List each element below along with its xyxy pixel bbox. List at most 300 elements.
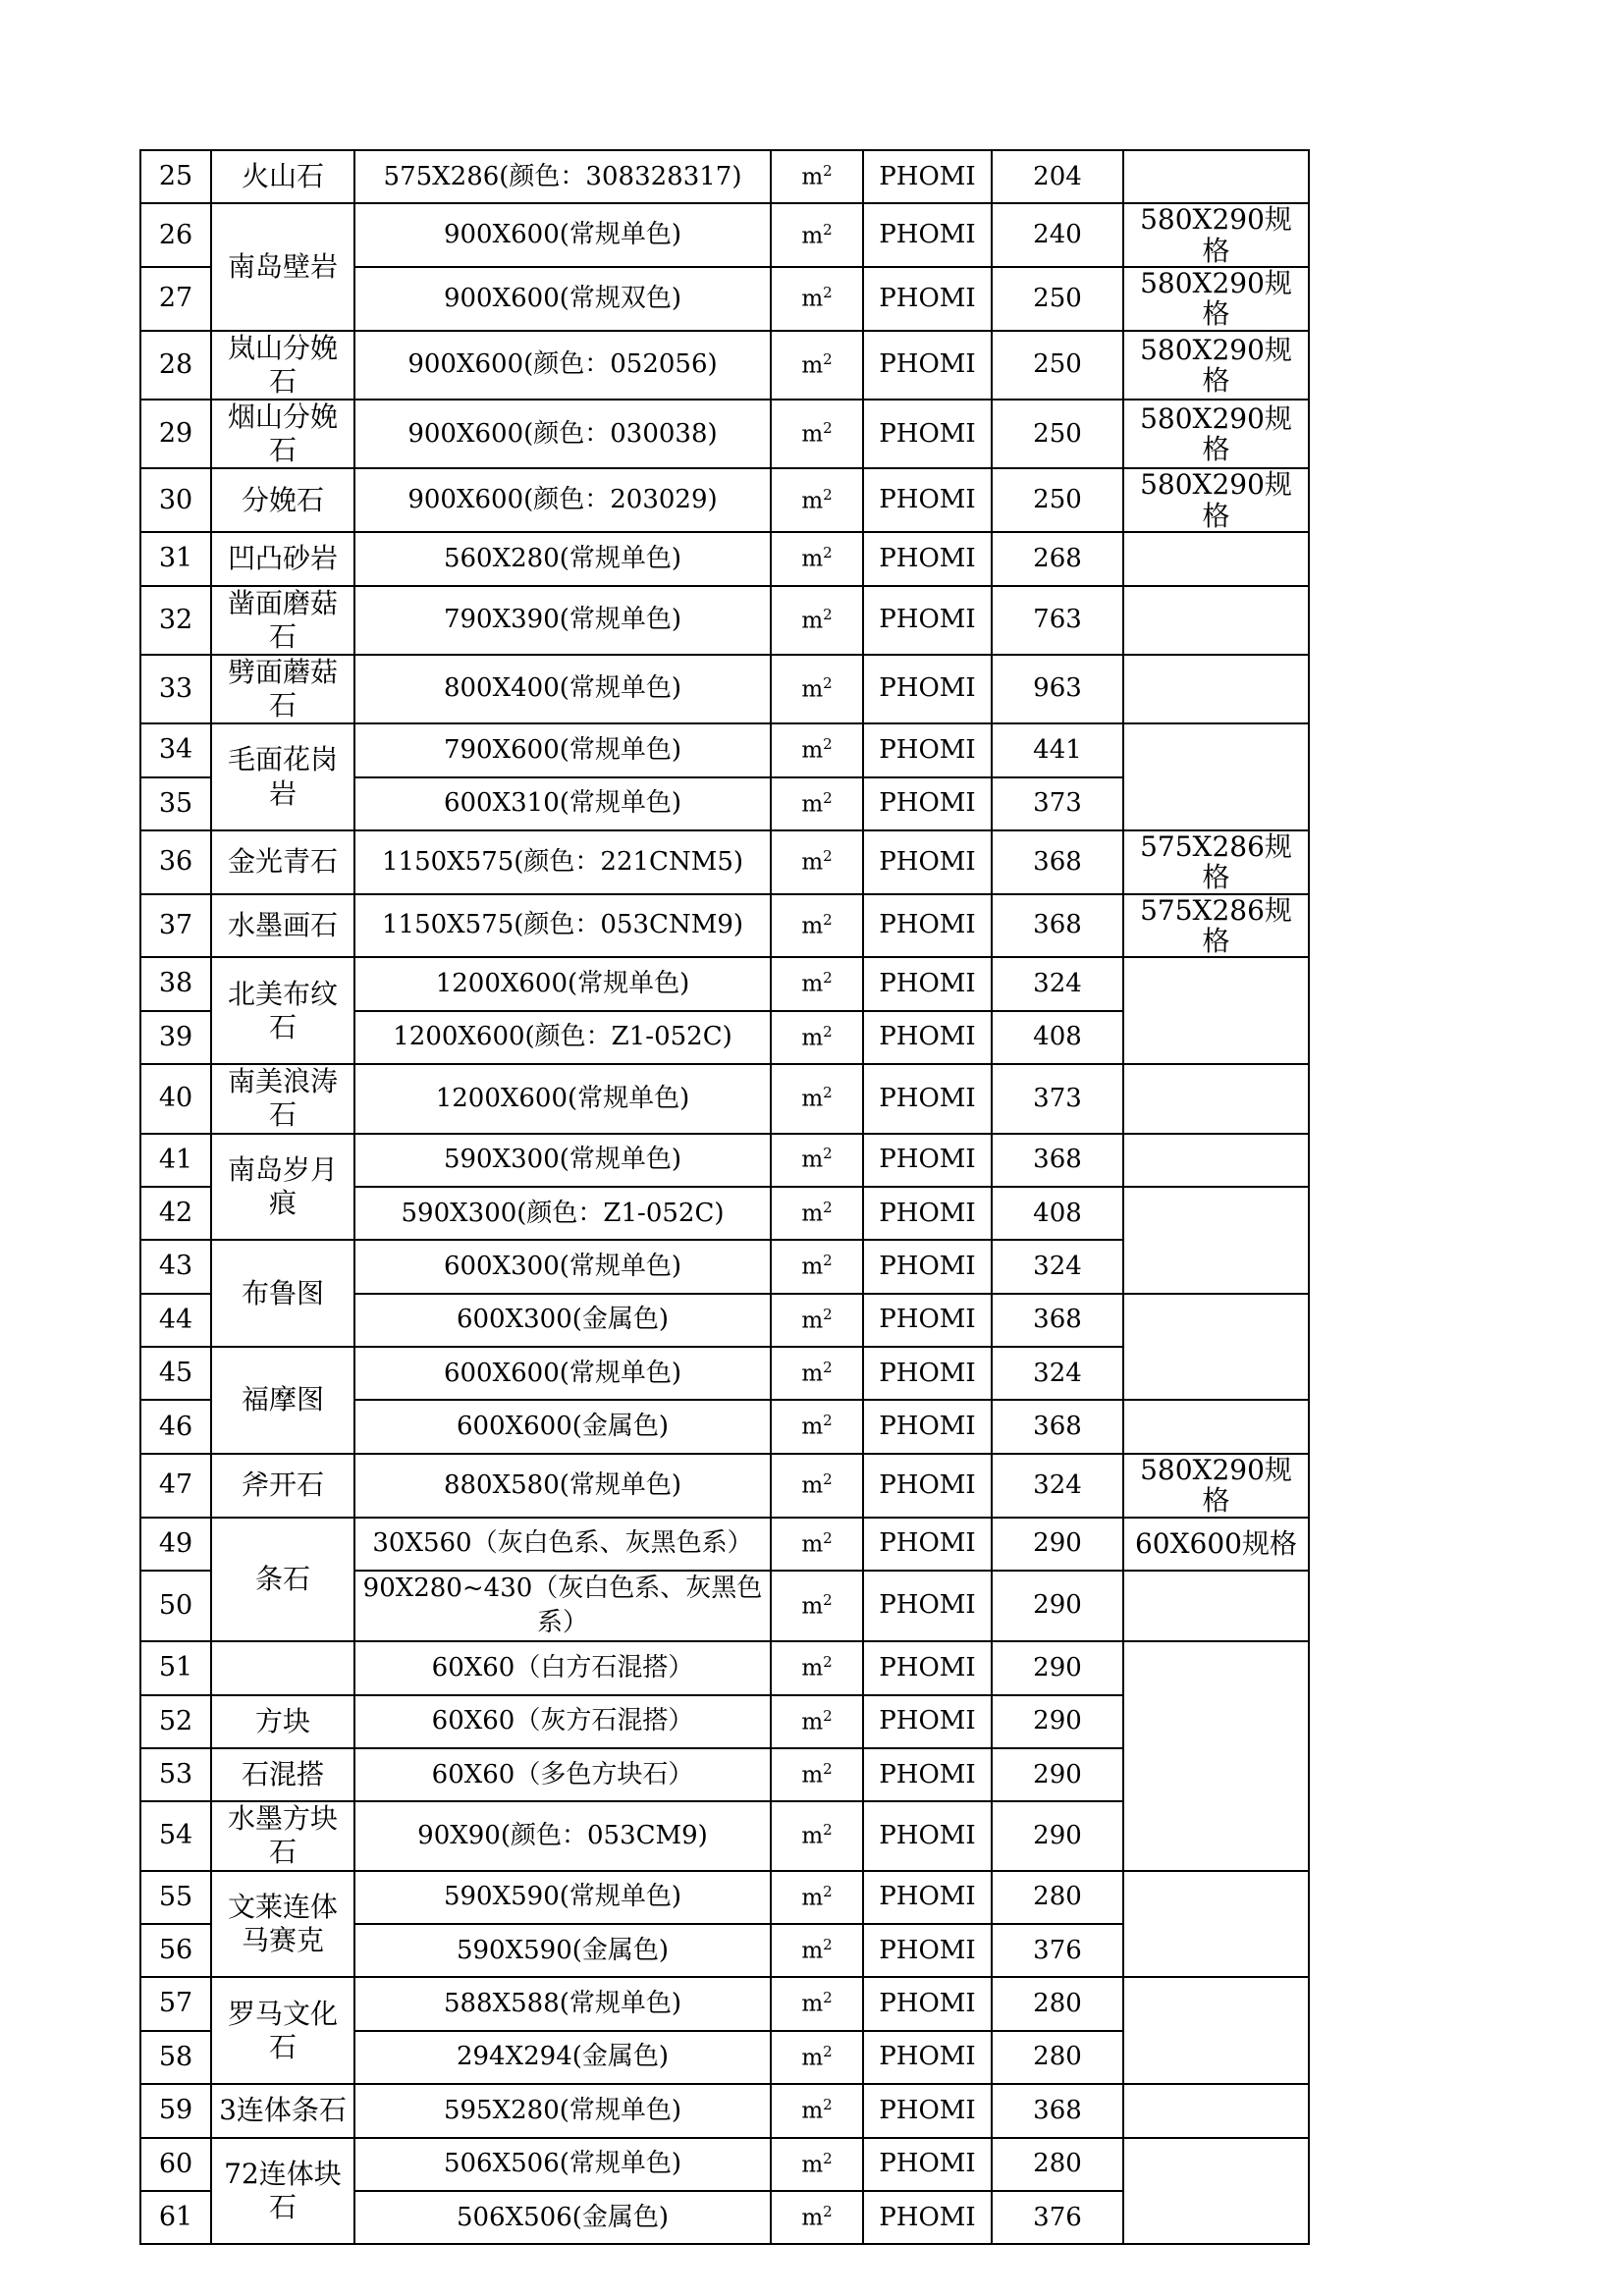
unit xyxy=(771,1064,863,1133)
product-spec: 900X600(常规单色) xyxy=(354,203,771,267)
table-row xyxy=(140,331,1309,400)
note: 580X290规格 xyxy=(1123,1454,1309,1518)
brand: PHOMI xyxy=(863,203,992,267)
row-number: 31 xyxy=(140,532,211,585)
product-name: 方块 xyxy=(211,1695,354,1748)
note: 580X290规格 xyxy=(1123,331,1309,400)
unit-exponent: 2 xyxy=(823,544,833,562)
note xyxy=(1123,150,1309,203)
unit-base: m xyxy=(801,1655,824,1682)
price: 408 xyxy=(992,1011,1123,1064)
note xyxy=(1123,1641,1309,1870)
note xyxy=(1123,532,1309,585)
product-name: 凹凸砂岩 xyxy=(211,532,354,585)
row-number: 43 xyxy=(140,1240,211,1293)
product-spec-text: 90X280~430（灰白色系、灰黑色系） xyxy=(362,1573,763,1638)
unit xyxy=(771,1347,863,1400)
price: 324 xyxy=(992,957,1123,1010)
unit-base: m xyxy=(801,737,824,764)
brand: PHOMI xyxy=(863,1871,992,1924)
table-row xyxy=(140,532,1309,585)
table-row xyxy=(140,1454,1309,1518)
note xyxy=(1123,655,1309,723)
price: 204 xyxy=(992,150,1123,203)
unit-base: m xyxy=(801,1992,824,2018)
unit-base: m xyxy=(801,2045,824,2071)
brand: PHOMI xyxy=(863,331,992,400)
product-spec: 60X60（多色方块石） xyxy=(354,1748,771,1801)
table-row xyxy=(140,957,1309,1010)
unit-base: m xyxy=(801,1361,824,1387)
product-name: 南美浪涛石 xyxy=(211,1064,354,1133)
product-spec: 900X600(颜色：203029) xyxy=(354,468,771,532)
unit-exponent: 2 xyxy=(823,284,833,302)
table-row xyxy=(140,150,1309,203)
unit xyxy=(771,777,863,830)
product-spec: 595X280(常规单色) xyxy=(354,2084,771,2137)
brand: PHOMI xyxy=(863,1400,992,1453)
unit-exponent: 2 xyxy=(823,1821,833,1840)
unit-base: m xyxy=(801,1709,824,1735)
table-row xyxy=(140,1134,1309,1187)
price: 376 xyxy=(992,1924,1123,1977)
unit-exponent: 2 xyxy=(823,847,833,866)
note xyxy=(1123,957,1309,1064)
product-spec: 590X590(常规单色) xyxy=(354,1871,771,1924)
product-name: 毛面花岗岩 xyxy=(211,723,354,830)
unit xyxy=(771,1871,863,1924)
table-row xyxy=(140,830,1309,894)
price: 368 xyxy=(992,1294,1123,1347)
row-number: 37 xyxy=(140,894,211,958)
unit-base: m xyxy=(801,1308,824,1334)
table-row xyxy=(140,2138,1309,2191)
product-name: 布鲁图 xyxy=(211,1240,354,1347)
price: 250 xyxy=(992,267,1123,331)
row-number: 28 xyxy=(140,331,211,400)
product-spec xyxy=(354,1571,771,1641)
product-spec: 90X90(颜色：053CM9) xyxy=(354,1801,771,1870)
unit xyxy=(771,2031,863,2084)
product-spec: 590X300(常规单色) xyxy=(354,1134,771,1187)
brand: PHOMI xyxy=(863,1801,992,1870)
unit xyxy=(771,1571,863,1641)
product-spec: 600X300(金属色) xyxy=(354,1294,771,1347)
table-row xyxy=(140,586,1309,655)
row-number: 26 xyxy=(140,203,211,267)
row-number: 57 xyxy=(140,1977,211,2030)
unit-exponent: 2 xyxy=(823,1412,833,1430)
price: 280 xyxy=(992,2138,1123,2191)
product-spec: 294X294(金属色) xyxy=(354,2031,771,2084)
product-name: 南岛壁岩 xyxy=(211,203,354,330)
price: 368 xyxy=(992,830,1123,894)
product-name: 水墨方块石 xyxy=(211,1801,354,1870)
unit-base: m xyxy=(801,1148,824,1174)
price: 324 xyxy=(992,1347,1123,1400)
table-row xyxy=(140,894,1309,958)
product-spec: 1200X600(颜色：Z1-052C) xyxy=(354,1011,771,1064)
row-number: 25 xyxy=(140,150,211,203)
unit-exponent: 2 xyxy=(823,1590,833,1609)
note: 60X600规格 xyxy=(1123,1518,1309,1571)
unit xyxy=(771,331,863,400)
unit-exponent: 2 xyxy=(823,1084,833,1102)
unit-exponent: 2 xyxy=(823,220,833,239)
price: 290 xyxy=(992,1695,1123,1748)
unit xyxy=(771,1187,863,1240)
unit-base: m xyxy=(801,546,824,572)
row-number: 51 xyxy=(140,1641,211,1694)
brand: PHOMI xyxy=(863,267,992,331)
row-number: 52 xyxy=(140,1695,211,1748)
product-name: 石混搭 xyxy=(211,1748,354,1801)
brand: PHOMI xyxy=(863,1187,992,1240)
unit-base: m xyxy=(801,1415,824,1441)
price: 250 xyxy=(992,468,1123,532)
unit-exponent: 2 xyxy=(823,1359,833,1377)
row-number: 36 xyxy=(140,830,211,894)
unit-base: m xyxy=(801,1086,824,1112)
unit-base: m xyxy=(801,1254,824,1280)
note xyxy=(1123,1400,1309,1453)
brand: PHOMI xyxy=(863,1240,992,1293)
product-spec: 600X600(常规单色) xyxy=(354,1347,771,1400)
unit xyxy=(771,1454,863,1518)
price: 290 xyxy=(992,1801,1123,1870)
unit xyxy=(771,1641,863,1694)
brand: PHOMI xyxy=(863,1064,992,1133)
unit-exponent: 2 xyxy=(823,2149,833,2167)
product-spec: 1200X600(常规单色) xyxy=(354,1064,771,1133)
brand: PHOMI xyxy=(863,2031,992,2084)
note: 575X286规格 xyxy=(1123,830,1309,894)
note xyxy=(1123,1187,1309,1294)
brand: PHOMI xyxy=(863,894,992,958)
brand: PHOMI xyxy=(863,2084,992,2137)
unit xyxy=(771,150,863,203)
unit-base: m xyxy=(801,286,824,312)
unit-exponent: 2 xyxy=(823,605,833,623)
brand: PHOMI xyxy=(863,830,992,894)
product-spec: 560X280(常规单色) xyxy=(354,532,771,585)
unit-base: m xyxy=(801,1472,824,1499)
row-number: 32 xyxy=(140,586,211,655)
unit-base: m xyxy=(801,1823,824,1849)
product-spec: 600X600(金属色) xyxy=(354,1400,771,1453)
brand: PHOMI xyxy=(863,532,992,585)
unit-exponent: 2 xyxy=(823,2202,833,2220)
product-spec: 800X400(常规单色) xyxy=(354,655,771,723)
price: 324 xyxy=(992,1454,1123,1518)
note xyxy=(1123,1134,1309,1187)
product-name: 南岛岁月痕 xyxy=(211,1134,354,1241)
unit xyxy=(771,586,863,655)
brand: PHOMI xyxy=(863,1641,992,1694)
product-name: 水墨画石 xyxy=(211,894,354,958)
price: 368 xyxy=(992,894,1123,958)
unit-exponent: 2 xyxy=(823,161,833,180)
note xyxy=(1123,2084,1309,2137)
unit-exponent: 2 xyxy=(823,788,833,807)
unit-base: m xyxy=(801,972,824,998)
price: 240 xyxy=(992,203,1123,267)
brand: PHOMI xyxy=(863,2191,992,2244)
unit-exponent: 2 xyxy=(823,969,833,988)
price-table xyxy=(139,149,1310,2245)
unit-base: m xyxy=(801,1025,824,1051)
brand: PHOMI xyxy=(863,957,992,1010)
row-number: 60 xyxy=(140,2138,211,2191)
product-spec: 600X310(常规单色) xyxy=(354,777,771,830)
unit xyxy=(771,2138,863,2191)
unit xyxy=(771,1294,863,1347)
note: 580X290规格 xyxy=(1123,400,1309,468)
product-name: 福摩图 xyxy=(211,1347,354,1454)
unit xyxy=(771,957,863,1010)
price: 373 xyxy=(992,777,1123,830)
note: 580X290规格 xyxy=(1123,267,1309,331)
brand: PHOMI xyxy=(863,1695,992,1748)
product-spec: 60X60（灰方石混搭） xyxy=(354,1695,771,1748)
unit-exponent: 2 xyxy=(823,2042,833,2060)
unit-exponent: 2 xyxy=(823,1305,833,1323)
row-number: 41 xyxy=(140,1134,211,1187)
product-name: 北美布纹石 xyxy=(211,957,354,1064)
row-number: 45 xyxy=(140,1347,211,1400)
product-name: 火山石 xyxy=(211,150,354,203)
price: 441 xyxy=(992,723,1123,776)
unit xyxy=(771,1134,863,1187)
brand: PHOMI xyxy=(863,1571,992,1641)
unit xyxy=(771,1518,863,1571)
product-name xyxy=(211,1641,354,1694)
product-spec: 506X506(常规单色) xyxy=(354,2138,771,2191)
price: 324 xyxy=(992,1240,1123,1293)
unit-base: m xyxy=(801,1885,824,1911)
brand: PHOMI xyxy=(863,1454,992,1518)
note xyxy=(1123,2138,1309,2245)
product-name: 劈面蘑菇石 xyxy=(211,655,354,723)
unit xyxy=(771,1801,863,1870)
unit-base: m xyxy=(801,849,824,876)
table-row xyxy=(140,2084,1309,2137)
table-row xyxy=(140,468,1309,532)
brand: PHOMI xyxy=(863,2138,992,2191)
unit xyxy=(771,1695,863,1748)
price: 280 xyxy=(992,1871,1123,1924)
product-name: 烟山分娩石 xyxy=(211,400,354,468)
unit-exponent: 2 xyxy=(823,2096,833,2114)
row-number: 30 xyxy=(140,468,211,532)
note xyxy=(1123,586,1309,655)
note xyxy=(1123,1294,1309,1401)
product-spec: 60X60（白方石混搭） xyxy=(354,1641,771,1694)
row-number: 40 xyxy=(140,1064,211,1133)
row-number: 47 xyxy=(140,1454,211,1518)
brand: PHOMI xyxy=(863,468,992,532)
row-number: 34 xyxy=(140,723,211,776)
note: 580X290规格 xyxy=(1123,468,1309,532)
brand: PHOMI xyxy=(863,1347,992,1400)
row-number: 58 xyxy=(140,2031,211,2084)
price: 368 xyxy=(992,1134,1123,1187)
unit-exponent: 2 xyxy=(823,1252,833,1270)
note: 575X286规格 xyxy=(1123,894,1309,958)
unit xyxy=(771,1924,863,1977)
product-spec: 588X588(常规单色) xyxy=(354,1977,771,2030)
unit xyxy=(771,830,863,894)
product-spec: 1150X575(颜色：053CNM9) xyxy=(354,894,771,958)
product-name: 金光青石 xyxy=(211,830,354,894)
price: 368 xyxy=(992,2084,1123,2137)
note xyxy=(1123,1064,1309,1133)
price: 373 xyxy=(992,1064,1123,1133)
brand: PHOMI xyxy=(863,1924,992,1977)
price: 376 xyxy=(992,2191,1123,2244)
unit-base: m xyxy=(801,164,824,190)
row-number: 56 xyxy=(140,1924,211,1977)
row-number: 53 xyxy=(140,1748,211,1801)
price: 290 xyxy=(992,1641,1123,1694)
unit xyxy=(771,267,863,331)
product-spec: 506X506(金属色) xyxy=(354,2191,771,2244)
product-name: 斧开石 xyxy=(211,1454,354,1518)
table-row xyxy=(140,1518,1309,1571)
product-spec: 30X560（灰白色系、灰黑色系） xyxy=(354,1518,771,1571)
row-number: 49 xyxy=(140,1518,211,1571)
price: 763 xyxy=(992,586,1123,655)
price: 963 xyxy=(992,655,1123,723)
table-row xyxy=(140,1641,1309,1694)
unit-exponent: 2 xyxy=(823,735,833,754)
unit-exponent: 2 xyxy=(823,349,833,368)
row-number: 38 xyxy=(140,957,211,1010)
unit-base: m xyxy=(801,352,824,379)
unit-exponent: 2 xyxy=(823,910,833,929)
product-spec: 790X600(常规单色) xyxy=(354,723,771,776)
unit-base: m xyxy=(801,791,824,818)
unit-exponent: 2 xyxy=(823,673,833,692)
table-row xyxy=(140,655,1309,723)
unit-exponent: 2 xyxy=(823,485,833,504)
unit-base: m xyxy=(801,1938,824,1964)
brand: PHOMI xyxy=(863,655,992,723)
brand: PHOMI xyxy=(863,723,992,776)
product-name: 72连体块石 xyxy=(211,2138,354,2245)
price: 250 xyxy=(992,400,1123,468)
note xyxy=(1123,1977,1309,2084)
unit-base: m xyxy=(801,2205,824,2231)
note xyxy=(1123,1571,1309,1641)
row-number: 55 xyxy=(140,1871,211,1924)
unit xyxy=(771,1748,863,1801)
price: 290 xyxy=(992,1518,1123,1571)
product-spec: 900X600(颜色：030038) xyxy=(354,400,771,468)
unit xyxy=(771,400,863,468)
unit-base: m xyxy=(801,1593,824,1620)
product-name: 分娩石 xyxy=(211,468,354,532)
unit-exponent: 2 xyxy=(823,1989,833,2007)
product-spec: 880X580(常规单色) xyxy=(354,1454,771,1518)
unit-base: m xyxy=(801,1531,824,1558)
unit-exponent: 2 xyxy=(823,1882,833,1900)
product-spec: 575X286(颜色：308328317) xyxy=(354,150,771,203)
unit-exponent: 2 xyxy=(823,419,833,438)
product-spec: 900X600(常规双色) xyxy=(354,267,771,331)
price: 268 xyxy=(992,532,1123,585)
brand: PHOMI xyxy=(863,1294,992,1347)
price: 408 xyxy=(992,1187,1123,1240)
product-spec: 790X390(常规单色) xyxy=(354,586,771,655)
table-row xyxy=(140,1064,1309,1133)
table-row xyxy=(140,203,1309,267)
unit xyxy=(771,1977,863,2030)
unit-base: m xyxy=(801,913,824,939)
unit xyxy=(771,468,863,532)
brand: PHOMI xyxy=(863,150,992,203)
row-number: 27 xyxy=(140,267,211,331)
row-number: 61 xyxy=(140,2191,211,2244)
unit xyxy=(771,723,863,776)
product-spec: 900X600(颜色：052056) xyxy=(354,331,771,400)
unit-base: m xyxy=(801,676,824,703)
brand: PHOMI xyxy=(863,400,992,468)
product-name: 罗马文化石 xyxy=(211,1977,354,2084)
unit-exponent: 2 xyxy=(823,1653,833,1672)
brand: PHOMI xyxy=(863,1518,992,1571)
product-name: 文莱连体马赛克 xyxy=(211,1871,354,1978)
unit-exponent: 2 xyxy=(823,1145,833,1163)
row-number: 42 xyxy=(140,1187,211,1240)
unit xyxy=(771,655,863,723)
unit xyxy=(771,894,863,958)
unit-base: m xyxy=(801,421,824,448)
unit-base: m xyxy=(801,2152,824,2178)
unit-exponent: 2 xyxy=(823,1022,833,1041)
price: 250 xyxy=(992,331,1123,400)
brand: PHOMI xyxy=(863,1977,992,2030)
price: 368 xyxy=(992,1400,1123,1453)
product-name: 凿面磨菇石 xyxy=(211,586,354,655)
row-number: 29 xyxy=(140,400,211,468)
unit-exponent: 2 xyxy=(823,1470,833,1488)
product-spec: 600X300(常规单色) xyxy=(354,1240,771,1293)
table-row xyxy=(140,1977,1309,2030)
brand: PHOMI xyxy=(863,777,992,830)
unit xyxy=(771,203,863,267)
row-number: 59 xyxy=(140,2084,211,2137)
row-number: 44 xyxy=(140,1294,211,1347)
table-row xyxy=(140,400,1309,468)
price: 290 xyxy=(992,1748,1123,1801)
unit-exponent: 2 xyxy=(823,1936,833,1953)
product-name: 条石 xyxy=(211,1518,354,1642)
row-number: 35 xyxy=(140,777,211,830)
brand: PHOMI xyxy=(863,1134,992,1187)
note xyxy=(1123,723,1309,830)
table-row xyxy=(140,1871,1309,1924)
product-spec: 590X590(金属色) xyxy=(354,1924,771,1977)
price: 280 xyxy=(992,1977,1123,2030)
unit-base: m xyxy=(801,1762,824,1789)
note: 580X290规格 xyxy=(1123,203,1309,267)
price: 290 xyxy=(992,1571,1123,1641)
unit xyxy=(771,1400,863,1453)
unit-base: m xyxy=(801,488,824,514)
unit-base: m xyxy=(801,1201,824,1227)
row-number: 50 xyxy=(140,1571,211,1641)
